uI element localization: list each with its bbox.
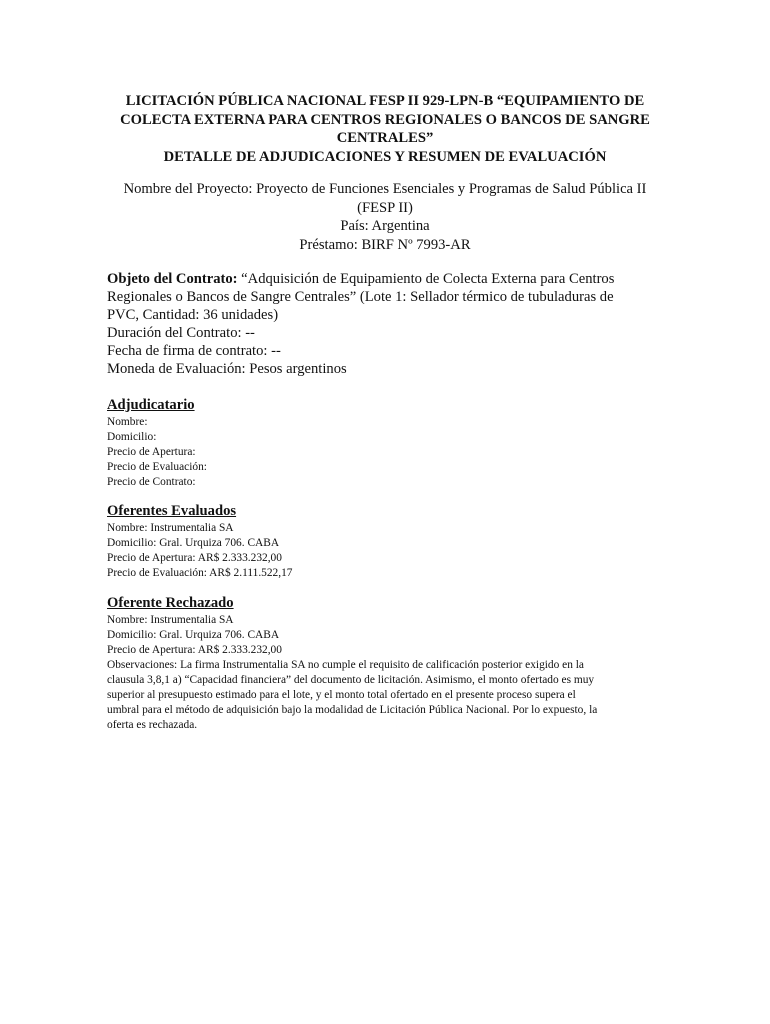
contract-object-text: PVC, Cantidad: 36 unidades)	[107, 307, 279, 323]
observaciones-line: clausula 3,8,1 a) “Capacidad financiera” del documento de licitación. Asimismo, el monto ofertado es muy	[107, 674, 595, 686]
observaciones-line: superior al presupuesto estimado para el lote, y el monto total ofertado en el presente proceso supera el	[107, 689, 576, 701]
project-name-cont: (FESP II)	[357, 199, 413, 216]
field-precio-apertura: Precio de Apertura: AR$ 2.333.232,00	[107, 552, 282, 564]
oferentes-evaluados-section	[107, 503, 667, 581]
contract-details	[107, 270, 663, 378]
project-country: País: Argentina	[340, 218, 430, 234]
field-precio-apertura: Precio de Apertura: AR$ 2.333.232,00	[107, 644, 282, 656]
observaciones-line: Observaciones: La firma Instrumentalia SA no cumple el requisito de calificación posterior exigido en la	[107, 659, 584, 671]
title-line: LICITACIÓN PÚBLICA NACIONAL FESP II 929-LPN-B “EQUIPAMIENTO DE	[125, 93, 645, 109]
field-nombre: Nombre: Instrumentalia SA	[107, 522, 234, 534]
project-name: Nombre del Proyecto: Proyecto de Funciones Esenciales y Programas de Salud Pública II	[123, 181, 647, 197]
field-precio-evaluacion: Precio de Evaluación: AR$ 2.111.522,17	[107, 567, 293, 579]
observaciones-line: oferta es rechazada.	[107, 719, 198, 731]
document-title	[96, 92, 674, 166]
field-domicilio: Domicilio: Gral. Urquiza 706. CABA	[107, 537, 280, 549]
contract-object-text: Regionales o Bancos de Sangre Centrales” (Lote 1: Sellador térmico de tubuladuras de	[107, 289, 614, 305]
contract-sign-date: Fecha de firma de contrato: --	[107, 343, 281, 359]
field-nombre: Nombre: Instrumentalia SA	[107, 614, 234, 626]
field-domicilio: Domicilio:	[107, 431, 157, 443]
field-nombre: Nombre:	[107, 416, 148, 428]
title-line: COLECTA EXTERNA PARA CENTROS REGIONALES O BANCOS DE SANGRE	[120, 111, 650, 128]
field-precio-evaluacion: Precio de Evaluación:	[107, 461, 207, 473]
subtitle: DETALLE DE ADJUDICACIONES Y RESUMEN DE EVALUACIÓN	[163, 148, 607, 165]
project-info	[96, 180, 674, 254]
field-precio-contrato: Precio de Contrato:	[107, 476, 196, 488]
evaluation-currency: Moneda de Evaluación: Pesos argentinos	[107, 361, 347, 377]
contract-duration: Duración del Contrato: --	[107, 325, 255, 341]
oferente-rechazado-section	[107, 595, 667, 733]
contract-object-text: “Adquisición de Equipamiento de Colecta Externa para Centros	[241, 271, 615, 287]
field-precio-apertura: Precio de Apertura:	[107, 446, 196, 458]
title-line: CENTRALES”	[336, 130, 434, 147]
observaciones-line: umbral para el método de adquisición bajo la modalidad de Licitación Pública Nacional. Por lo expuesto, la	[107, 704, 598, 716]
adjudicatario-section	[107, 397, 667, 490]
section-heading: Oferentes Evaluados	[107, 503, 237, 519]
contract-object-line	[107, 270, 663, 288]
section-heading: Adjudicatario	[107, 397, 195, 413]
section-heading: Oferente Rechazado	[107, 595, 234, 611]
project-loan: Préstamo: BIRF Nº 7993-AR	[299, 236, 471, 253]
contract-object-label: Objeto del Contrato:	[107, 271, 238, 287]
field-domicilio: Domicilio: Gral. Urquiza 706. CABA	[107, 629, 280, 641]
